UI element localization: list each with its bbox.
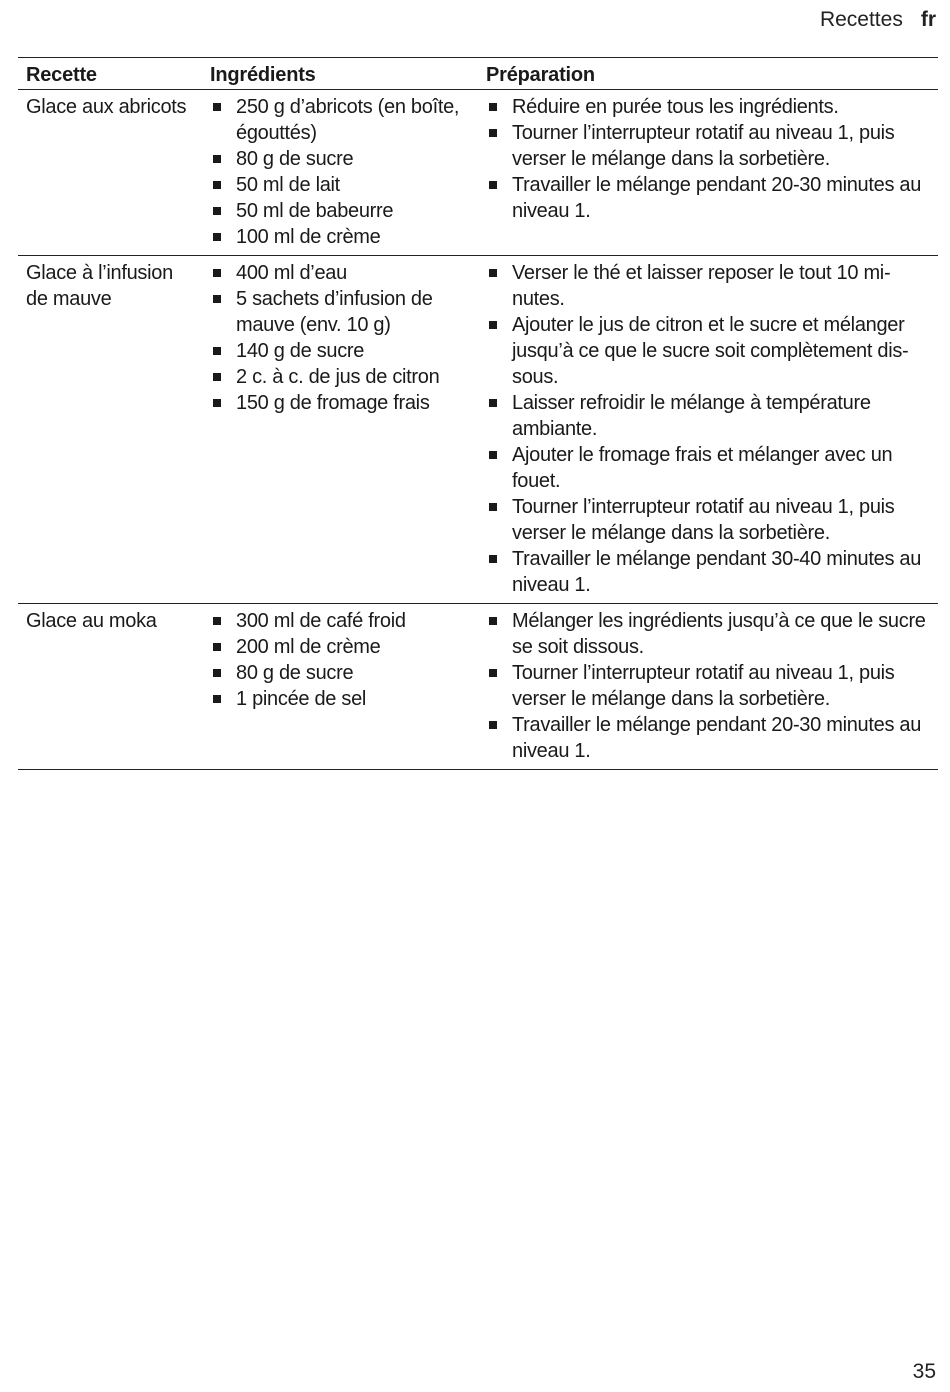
ingredients-cell bbox=[202, 604, 478, 770]
table-row bbox=[18, 256, 938, 604]
preparation-step: Ajouter le fromage frais et mélanger avec un fouet. bbox=[486, 442, 932, 494]
preparation-cell bbox=[478, 604, 938, 770]
language-code: fr bbox=[920, 8, 936, 31]
ingredient-item: 80 g de sucre bbox=[210, 146, 472, 172]
column-header-recipe: Recette bbox=[18, 60, 202, 90]
page-header bbox=[820, 8, 936, 32]
ingredient-item: 150 g de fromage frais bbox=[210, 390, 472, 416]
recipe-name-cell: Glace à l’infusion de mauve bbox=[18, 256, 202, 604]
ingredients-list bbox=[210, 94, 472, 250]
ingredients-list bbox=[210, 608, 472, 712]
recipe-name-cell: Glace aux abricots bbox=[18, 90, 202, 256]
column-header-ingredients: Ingrédients bbox=[202, 60, 478, 90]
recipes-table bbox=[18, 60, 938, 770]
ingredients-cell bbox=[202, 256, 478, 604]
preparation-step: Travailler le mélange pendant 20-30 minutes au niveau 1. bbox=[486, 712, 932, 764]
recipe-name-cell: Glace au moka bbox=[18, 604, 202, 770]
preparation-step: Travailler le mélange pendant 30-40 minutes au niveau 1. bbox=[486, 546, 932, 598]
ingredient-item: 50 ml de babeurre bbox=[210, 198, 472, 224]
preparation-step: Verser le thé et laisser reposer le tout 10 mi-nutes. bbox=[486, 260, 932, 312]
top-rule bbox=[18, 57, 938, 58]
preparation-list bbox=[486, 608, 932, 764]
ingredient-item: 400 ml d’eau bbox=[210, 260, 472, 286]
preparation-cell bbox=[478, 90, 938, 256]
preparation-step: Travailler le mélange pendant 20-30 minutes au niveau 1. bbox=[486, 172, 932, 224]
section-title: Recettes bbox=[819, 8, 903, 31]
ingredient-item: 300 ml de café froid bbox=[210, 608, 472, 634]
ingredient-item: 200 ml de crème bbox=[210, 634, 472, 660]
preparation-cell bbox=[478, 256, 938, 604]
ingredient-item: 1 pincée de sel bbox=[210, 686, 472, 712]
preparation-step: Tourner l’interrupteur rotatif au niveau 1, puis verser le mélange dans la sorbetière. bbox=[486, 494, 932, 546]
preparation-step: Tourner l’interrupteur rotatif au niveau 1, puis verser le mélange dans la sorbetière. bbox=[486, 120, 932, 172]
preparation-list bbox=[486, 94, 932, 224]
table-row bbox=[18, 604, 938, 770]
preparation-step: Laisser refroidir le mélange à température ambiante. bbox=[486, 390, 932, 442]
preparation-step: Réduire en purée tous les ingrédients. bbox=[486, 94, 932, 120]
ingredient-item: 2 c. à c. de jus de citron bbox=[210, 364, 472, 390]
ingredients-list bbox=[210, 260, 472, 416]
column-header-preparation: Préparation bbox=[478, 60, 938, 90]
ingredient-item: 50 ml de lait bbox=[210, 172, 472, 198]
ingredient-item: 80 g de sucre bbox=[210, 660, 472, 686]
preparation-step: Tourner l’interrupteur rotatif au niveau 1, puis verser le mélange dans la sorbetière. bbox=[486, 660, 932, 712]
ingredient-item: 140 g de sucre bbox=[210, 338, 472, 364]
table-row bbox=[18, 90, 938, 256]
preparation-step: Mélanger les ingrédients jusqu’à ce que le sucre se soit dissous. bbox=[486, 608, 932, 660]
table-body bbox=[18, 90, 938, 770]
preparation-list bbox=[486, 260, 932, 598]
table-header-row bbox=[18, 60, 938, 90]
ingredient-item: 250 g d’abricots (en boîte, égouttés) bbox=[210, 94, 472, 146]
preparation-step: Ajouter le jus de citron et le sucre et mélanger jusqu’à ce que le sucre soit complètement dis-sous. bbox=[486, 312, 932, 390]
ingredient-item: 5 sachets d’infusion de mauve (env. 10 g) bbox=[210, 286, 472, 338]
ingredients-cell bbox=[202, 90, 478, 256]
ingredient-item: 100 ml de crème bbox=[210, 224, 472, 250]
page-number: 35 bbox=[912, 1360, 936, 1383]
